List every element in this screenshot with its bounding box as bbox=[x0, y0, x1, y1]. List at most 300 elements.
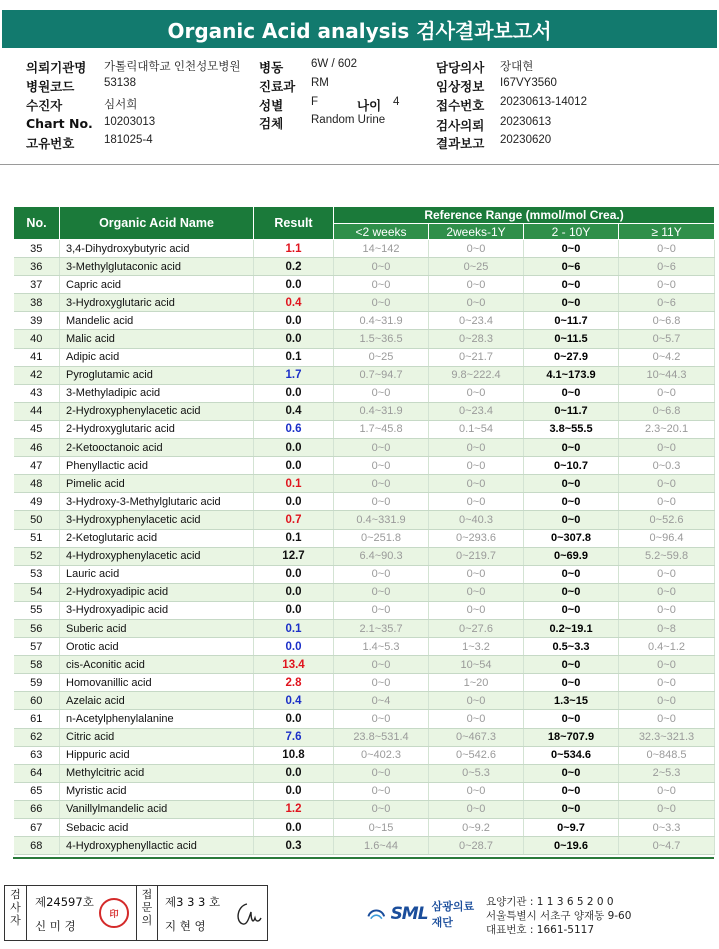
result-value: 0.0 bbox=[254, 330, 334, 348]
ref-range-ge11y: 0~0 bbox=[619, 583, 715, 601]
table-row bbox=[14, 656, 715, 674]
ref-range-2w1y: 0~0 bbox=[429, 457, 524, 475]
ref-range-lt2w: 0~0 bbox=[334, 493, 429, 511]
ref-range-2w1y: 0~23.4 bbox=[429, 312, 524, 330]
examiner-label-text: 검사자 bbox=[10, 888, 21, 927]
ref-range-2-10y: 0~0 bbox=[524, 493, 619, 511]
result-value: 0.0 bbox=[254, 638, 334, 656]
specimen-value: Random Urine bbox=[311, 114, 386, 126]
acid-name: n-Acetylphenylalanine bbox=[60, 710, 254, 728]
examiner-label bbox=[5, 886, 27, 940]
result-value: 0.1 bbox=[254, 348, 334, 366]
collector-label: 수진자 bbox=[26, 98, 63, 113]
row-number: 64 bbox=[14, 764, 60, 782]
table-row bbox=[14, 240, 715, 258]
table-row bbox=[14, 475, 715, 493]
table-row bbox=[14, 674, 715, 692]
ref-range-2w1y: 0~28.3 bbox=[429, 330, 524, 348]
table-row bbox=[14, 457, 715, 475]
ref-range-lt2w: 0~402.3 bbox=[334, 746, 429, 764]
ref-range-2-10y: 18~707.9 bbox=[524, 728, 619, 746]
report-label: 결과보고 bbox=[436, 136, 485, 151]
ref-range-2w1y: 0~9.2 bbox=[429, 819, 524, 837]
ref-range-ge11y: 0~0.3 bbox=[619, 457, 715, 475]
acid-name: 3-Hydroxy-3-Methylglutaric acid bbox=[60, 493, 254, 511]
result-value: 0.0 bbox=[254, 457, 334, 475]
table-row bbox=[14, 402, 715, 420]
result-value: 2.8 bbox=[254, 674, 334, 692]
ref-range-lt2w: 0~25 bbox=[334, 348, 429, 366]
table-row bbox=[14, 728, 715, 746]
info-divider bbox=[0, 164, 719, 165]
ref-range-ge11y: 0~0 bbox=[619, 800, 715, 818]
table-row bbox=[14, 547, 715, 565]
row-number: 59 bbox=[14, 674, 60, 692]
result-value: 0.4 bbox=[254, 294, 334, 312]
row-number: 63 bbox=[14, 746, 60, 764]
acid-name: 3,4-Dihydroxybutyric acid bbox=[60, 240, 254, 258]
acid-name: 3-Hydroxyadipic acid bbox=[60, 601, 254, 619]
ref-range-2-10y: 0~19.6 bbox=[524, 837, 619, 855]
hospital-code-value: 53138 bbox=[104, 77, 136, 89]
row-number: 51 bbox=[14, 529, 60, 547]
result-value: 0.1 bbox=[254, 529, 334, 547]
ref-range-2w1y: 0~0 bbox=[429, 565, 524, 583]
row-number: 65 bbox=[14, 782, 60, 800]
ref-range-2-10y: 0~6 bbox=[524, 258, 619, 276]
acid-name: Myristic acid bbox=[60, 782, 254, 800]
table-row bbox=[14, 258, 715, 276]
ref-range-2-10y: 4.1~173.9 bbox=[524, 366, 619, 384]
lab-address: 서울특별시 서초구 양재동 9-60 bbox=[486, 910, 632, 922]
ref-range-2w1y: 0~25 bbox=[429, 258, 524, 276]
sml-logo bbox=[366, 901, 482, 927]
ref-range-ge11y: 0~0 bbox=[619, 276, 715, 294]
acid-name: 4-Hydroxyphenylacetic acid bbox=[60, 547, 254, 565]
ref-range-2-10y: 0~0 bbox=[524, 276, 619, 294]
col-header-range-lt2w: <2 weeks bbox=[334, 224, 429, 240]
logo-name: 삼광의료재단 bbox=[431, 900, 475, 929]
acid-name: 2-Hydroxyadipic acid bbox=[60, 583, 254, 601]
ref-range-2-10y: 0~0 bbox=[524, 240, 619, 258]
receipt-label: 접수번호 bbox=[436, 98, 485, 113]
ref-range-ge11y: 0~6 bbox=[619, 294, 715, 312]
ref-range-2w1y: 0~28.7 bbox=[429, 837, 524, 855]
ref-range-2w1y: 0~0 bbox=[429, 782, 524, 800]
doctor-value: 장대현 bbox=[500, 61, 534, 73]
sml-logo-icon bbox=[366, 903, 387, 925]
ref-range-ge11y: 0~52.6 bbox=[619, 511, 715, 529]
ref-range-ge11y: 0~8 bbox=[619, 619, 715, 637]
ref-range-2-10y: 0~0 bbox=[524, 601, 619, 619]
ref-range-lt2w: 0~0 bbox=[334, 565, 429, 583]
hospital-code-label: 병원코드 bbox=[26, 79, 75, 94]
chart-no-label: Chart No. bbox=[26, 116, 93, 131]
row-number: 45 bbox=[14, 420, 60, 438]
ref-range-lt2w: 0~0 bbox=[334, 258, 429, 276]
ref-range-lt2w: 0.4~331.9 bbox=[334, 511, 429, 529]
acid-name: Phenyllactic acid bbox=[60, 457, 254, 475]
result-value: 7.6 bbox=[254, 728, 334, 746]
result-value: 0.7 bbox=[254, 511, 334, 529]
ref-range-2-10y: 0~11.5 bbox=[524, 330, 619, 348]
ref-range-lt2w: 0~0 bbox=[334, 583, 429, 601]
ref-range-2-10y: 0~0 bbox=[524, 294, 619, 312]
result-value: 0.0 bbox=[254, 565, 334, 583]
acid-name: Hippuric acid bbox=[60, 746, 254, 764]
ref-range-2w1y: 0~0 bbox=[429, 475, 524, 493]
acid-name: Azelaic acid bbox=[60, 692, 254, 710]
row-number: 48 bbox=[14, 475, 60, 493]
acid-name: Methylcitric acid bbox=[60, 764, 254, 782]
table-row bbox=[14, 638, 715, 656]
table-row bbox=[14, 348, 715, 366]
age-label: 나이 bbox=[357, 98, 382, 113]
result-value: 10.8 bbox=[254, 746, 334, 764]
row-number: 60 bbox=[14, 692, 60, 710]
ref-range-ge11y: 0~0 bbox=[619, 674, 715, 692]
col-header-range-2-10y: 2 - 10Y bbox=[524, 224, 619, 240]
ref-range-2w1y: 0~0 bbox=[429, 493, 524, 511]
result-value: 0.0 bbox=[254, 764, 334, 782]
ref-range-lt2w: 1.5~36.5 bbox=[334, 330, 429, 348]
ref-range-2w1y: 0~0 bbox=[429, 384, 524, 402]
ref-range-lt2w: 0~251.8 bbox=[334, 529, 429, 547]
acid-name: Adipic acid bbox=[60, 348, 254, 366]
acid-name: 3-Methyladipic acid bbox=[60, 384, 254, 402]
row-number: 67 bbox=[14, 819, 60, 837]
acid-name: Capric acid bbox=[60, 276, 254, 294]
ref-range-lt2w: 0.7~94.7 bbox=[334, 366, 429, 384]
col-header-no: No. bbox=[14, 207, 60, 240]
table-row bbox=[14, 800, 715, 818]
ref-range-2w1y: 0~0 bbox=[429, 800, 524, 818]
acid-name: Sebacic acid bbox=[60, 819, 254, 837]
row-number: 57 bbox=[14, 638, 60, 656]
acid-name: cis-Aconitic acid bbox=[60, 656, 254, 674]
table-row bbox=[14, 819, 715, 837]
ref-range-lt2w: 0~0 bbox=[334, 475, 429, 493]
row-number: 36 bbox=[14, 258, 60, 276]
col-header-range-ge11y: ≥ 11Y bbox=[619, 224, 715, 240]
ref-range-lt2w: 0~15 bbox=[334, 819, 429, 837]
ref-range-2-10y: 1.3~15 bbox=[524, 692, 619, 710]
result-value: 0.0 bbox=[254, 312, 334, 330]
dept-label: 진료과 bbox=[259, 79, 296, 94]
row-number: 35 bbox=[14, 240, 60, 258]
table-row bbox=[14, 601, 715, 619]
table-row bbox=[14, 312, 715, 330]
result-value: 0.0 bbox=[254, 384, 334, 402]
row-number: 58 bbox=[14, 656, 60, 674]
table-row bbox=[14, 764, 715, 782]
row-number: 40 bbox=[14, 330, 60, 348]
result-value: 0.0 bbox=[254, 583, 334, 601]
ref-range-2-10y: 0~0 bbox=[524, 656, 619, 674]
ref-range-2w1y: 1~3.2 bbox=[429, 638, 524, 656]
table-row bbox=[14, 276, 715, 294]
result-value: 0.2 bbox=[254, 258, 334, 276]
acid-name: 3-Hydroxyphenylacetic acid bbox=[60, 511, 254, 529]
result-value: 0.4 bbox=[254, 402, 334, 420]
sex-value: F bbox=[311, 96, 319, 108]
signature-icon bbox=[229, 896, 265, 932]
ref-range-lt2w: 23.8~531.4 bbox=[334, 728, 429, 746]
col-header-reference: Reference Range (mmol/mol Crea.) bbox=[334, 207, 715, 224]
ref-range-ge11y: 0~0 bbox=[619, 475, 715, 493]
ref-range-ge11y: 0~0 bbox=[619, 710, 715, 728]
ref-range-2w1y: 0~467.3 bbox=[429, 728, 524, 746]
ref-range-2-10y: 0.2~19.1 bbox=[524, 619, 619, 637]
logo-mark: SML bbox=[390, 904, 428, 924]
table-row bbox=[14, 710, 715, 728]
ref-range-ge11y: 32.3~321.3 bbox=[619, 728, 715, 746]
row-number: 50 bbox=[14, 511, 60, 529]
table-bottom-rule bbox=[13, 857, 714, 859]
examiner-seal-icon: 印 bbox=[99, 898, 129, 928]
col-header-range-2w1y: 2weeks-1Y bbox=[429, 224, 524, 240]
ref-range-2w1y: 9.8~222.4 bbox=[429, 366, 524, 384]
ref-range-ge11y: 2.3~20.1 bbox=[619, 420, 715, 438]
ref-range-ge11y: 0~6 bbox=[619, 258, 715, 276]
row-number: 68 bbox=[14, 837, 60, 855]
ref-range-2-10y: 0~27.9 bbox=[524, 348, 619, 366]
ref-range-ge11y: 0.4~1.2 bbox=[619, 638, 715, 656]
ref-range-lt2w: 0~0 bbox=[334, 764, 429, 782]
lab-info bbox=[486, 895, 631, 937]
institution-label: 의뢰기관명 bbox=[26, 60, 87, 75]
ref-range-2-10y: 0~11.7 bbox=[524, 312, 619, 330]
row-number: 42 bbox=[14, 366, 60, 384]
result-value: 0.0 bbox=[254, 493, 334, 511]
ref-range-2w1y: 0~0 bbox=[429, 439, 524, 457]
acid-name: 2-Hydroxyphenylacetic acid bbox=[60, 402, 254, 420]
acid-name: Vanillylmandelic acid bbox=[60, 800, 254, 818]
acid-name: 2-Hydroxyglutaric acid bbox=[60, 420, 254, 438]
ref-range-2-10y: 0~534.6 bbox=[524, 746, 619, 764]
ref-range-2-10y: 0.5~3.3 bbox=[524, 638, 619, 656]
col-header-name: Organic Acid Name bbox=[60, 207, 254, 240]
ref-range-2w1y: 0~0 bbox=[429, 710, 524, 728]
table-row bbox=[14, 366, 715, 384]
row-number: 52 bbox=[14, 547, 60, 565]
ref-range-2w1y: 0~23.4 bbox=[429, 402, 524, 420]
ref-range-ge11y: 0~0 bbox=[619, 493, 715, 511]
row-number: 47 bbox=[14, 457, 60, 475]
table-row bbox=[14, 529, 715, 547]
ref-range-2-10y: 0~0 bbox=[524, 439, 619, 457]
ref-range-lt2w: 0~0 bbox=[334, 800, 429, 818]
ref-range-2w1y: 10~54 bbox=[429, 656, 524, 674]
acid-name: Citric acid bbox=[60, 728, 254, 746]
result-value: 0.0 bbox=[254, 819, 334, 837]
ref-range-ge11y: 0~0 bbox=[619, 692, 715, 710]
ref-range-2w1y: 0~0 bbox=[429, 601, 524, 619]
ref-range-lt2w: 1.6~44 bbox=[334, 837, 429, 855]
acid-name: 3-Methylglutaconic acid bbox=[60, 258, 254, 276]
ref-range-2-10y: 0~0 bbox=[524, 583, 619, 601]
result-value: 0.0 bbox=[254, 276, 334, 294]
chart-no-value: 10203013 bbox=[104, 116, 156, 128]
ref-range-lt2w: 0~0 bbox=[334, 294, 429, 312]
ref-range-ge11y: 0~0 bbox=[619, 384, 715, 402]
row-number: 55 bbox=[14, 601, 60, 619]
ref-range-2w1y: 0~293.6 bbox=[429, 529, 524, 547]
ref-range-2w1y: 0~0 bbox=[429, 294, 524, 312]
acid-name: 2-Ketoglutaric acid bbox=[60, 529, 254, 547]
result-value: 0.0 bbox=[254, 439, 334, 457]
ward-label: 병동 bbox=[259, 60, 284, 75]
ref-range-2-10y: 3.8~55.5 bbox=[524, 420, 619, 438]
report-value: 20230620 bbox=[500, 134, 552, 146]
ref-range-2w1y: 0~0 bbox=[429, 276, 524, 294]
acid-name: Pimelic acid bbox=[60, 475, 254, 493]
row-number: 46 bbox=[14, 439, 60, 457]
acid-name: Orotic acid bbox=[60, 638, 254, 656]
result-value: 0.0 bbox=[254, 710, 334, 728]
table-row bbox=[14, 384, 715, 402]
ref-range-ge11y: 0~848.5 bbox=[619, 746, 715, 764]
col-header-result: Result bbox=[254, 207, 334, 240]
ref-range-lt2w: 1.7~45.8 bbox=[334, 420, 429, 438]
results-table-wrapper bbox=[13, 206, 714, 855]
ref-range-ge11y: 10~44.3 bbox=[619, 366, 715, 384]
doctor-label: 담당의사 bbox=[436, 60, 485, 75]
ref-range-2-10y: 0~0 bbox=[524, 800, 619, 818]
confirmer-license: 제3 3 3 호 bbox=[165, 895, 221, 909]
acid-name: Homovanillic acid bbox=[60, 674, 254, 692]
ref-range-lt2w: 0~0 bbox=[334, 276, 429, 294]
row-number: 38 bbox=[14, 294, 60, 312]
result-value: 0.4 bbox=[254, 692, 334, 710]
ref-range-2-10y: 0~0 bbox=[524, 565, 619, 583]
ref-range-ge11y: 0~6.8 bbox=[619, 312, 715, 330]
row-number: 62 bbox=[14, 728, 60, 746]
ref-range-lt2w: 0~0 bbox=[334, 457, 429, 475]
ref-range-2-10y: 0~0 bbox=[524, 764, 619, 782]
ref-range-2-10y: 0~0 bbox=[524, 674, 619, 692]
ref-range-lt2w: 14~142 bbox=[334, 240, 429, 258]
table-row bbox=[14, 493, 715, 511]
row-number: 53 bbox=[14, 565, 60, 583]
ref-range-ge11y: 0~96.4 bbox=[619, 529, 715, 547]
result-value: 0.3 bbox=[254, 837, 334, 855]
ref-range-ge11y: 5.2~59.8 bbox=[619, 547, 715, 565]
row-number: 39 bbox=[14, 312, 60, 330]
table-row bbox=[14, 330, 715, 348]
table-row bbox=[14, 294, 715, 312]
ref-range-2-10y: 0~0 bbox=[524, 710, 619, 728]
patient-info bbox=[0, 52, 719, 156]
acid-name: Mandelic acid bbox=[60, 312, 254, 330]
ref-range-ge11y: 0~0 bbox=[619, 782, 715, 800]
ref-range-lt2w: 0~0 bbox=[334, 384, 429, 402]
acid-name: Malic acid bbox=[60, 330, 254, 348]
request-value: 20230613 bbox=[500, 116, 552, 128]
table-row bbox=[14, 583, 715, 601]
results-table bbox=[13, 206, 715, 855]
institution-value: 가톨릭대학교 인천성모병원 bbox=[104, 61, 241, 73]
confirmer-label bbox=[136, 886, 158, 940]
ref-range-2w1y: 0~21.7 bbox=[429, 348, 524, 366]
ref-range-2w1y: 0~40.3 bbox=[429, 511, 524, 529]
ref-range-lt2w: 0.4~31.9 bbox=[334, 402, 429, 420]
unique-no-label: 고유번호 bbox=[26, 136, 75, 151]
table-row bbox=[14, 692, 715, 710]
sex-label: 성별 bbox=[259, 98, 284, 113]
ref-range-lt2w: 0~4 bbox=[334, 692, 429, 710]
result-value: 0.6 bbox=[254, 420, 334, 438]
table-row bbox=[14, 782, 715, 800]
ref-range-ge11y: 0~3.3 bbox=[619, 819, 715, 837]
ref-range-2-10y: 0~69.9 bbox=[524, 547, 619, 565]
ref-range-ge11y: 2~5.3 bbox=[619, 764, 715, 782]
ref-range-2-10y: 0~10.7 bbox=[524, 457, 619, 475]
ref-range-2w1y: 1~20 bbox=[429, 674, 524, 692]
ref-range-lt2w: 0~0 bbox=[334, 439, 429, 457]
ref-range-lt2w: 0~0 bbox=[334, 674, 429, 692]
row-number: 41 bbox=[14, 348, 60, 366]
row-number: 37 bbox=[14, 276, 60, 294]
ref-range-ge11y: 0~5.7 bbox=[619, 330, 715, 348]
ref-range-ge11y: 0~4.2 bbox=[619, 348, 715, 366]
clinical-label: 임상정보 bbox=[436, 79, 485, 94]
row-number: 66 bbox=[14, 800, 60, 818]
acid-name: Pyroglutamic acid bbox=[60, 366, 254, 384]
ref-range-lt2w: 0~0 bbox=[334, 782, 429, 800]
ref-range-2w1y: 0~27.6 bbox=[429, 619, 524, 637]
signature-box bbox=[4, 885, 268, 941]
ref-range-2-10y: 0~307.8 bbox=[524, 529, 619, 547]
ref-range-2-10y: 0~0 bbox=[524, 511, 619, 529]
result-value: 1.1 bbox=[254, 240, 334, 258]
ref-range-lt2w: 1.4~5.3 bbox=[334, 638, 429, 656]
acid-name: 2-Ketooctanoic acid bbox=[60, 439, 254, 457]
request-label: 검사의뢰 bbox=[436, 118, 485, 133]
confirmer-name: 지 현 영 bbox=[165, 919, 206, 933]
ref-range-2-10y: 0~9.7 bbox=[524, 819, 619, 837]
confirmer-label-text: 접문의 bbox=[141, 888, 153, 927]
lab-code: 요양기관 : 1 1 3 6 5 2 0 0 bbox=[486, 896, 614, 908]
ref-range-ge11y: 0~0 bbox=[619, 240, 715, 258]
receipt-value: 20230613-14012 bbox=[500, 96, 587, 108]
table-row bbox=[14, 439, 715, 457]
row-number: 54 bbox=[14, 583, 60, 601]
results-body bbox=[14, 240, 715, 855]
result-value: 0.1 bbox=[254, 475, 334, 493]
ref-range-lt2w: 6.4~90.3 bbox=[334, 547, 429, 565]
result-value: 13.4 bbox=[254, 656, 334, 674]
ref-range-2w1y: 0~0 bbox=[429, 583, 524, 601]
ref-range-2-10y: 0~0 bbox=[524, 384, 619, 402]
report-title: Organic Acid analysis 검사결과보고서 bbox=[2, 10, 717, 48]
report-footer bbox=[0, 883, 719, 943]
acid-name: 3-Hydroxyglutaric acid bbox=[60, 294, 254, 312]
ref-range-ge11y: 0~0 bbox=[619, 565, 715, 583]
age-value: 4 bbox=[393, 96, 400, 108]
table-row bbox=[14, 746, 715, 764]
examiner-name: 신 미 경 bbox=[35, 919, 76, 933]
ref-range-2w1y: 0.1~54 bbox=[429, 420, 524, 438]
ref-range-ge11y: 0~0 bbox=[619, 601, 715, 619]
table-row bbox=[14, 619, 715, 637]
ref-range-ge11y: 0~0 bbox=[619, 656, 715, 674]
row-number: 43 bbox=[14, 384, 60, 402]
ward-value: 6W / 602 bbox=[311, 58, 358, 70]
result-value: 1.7 bbox=[254, 366, 334, 384]
row-number: 56 bbox=[14, 619, 60, 637]
ref-range-2w1y: 0~219.7 bbox=[429, 547, 524, 565]
